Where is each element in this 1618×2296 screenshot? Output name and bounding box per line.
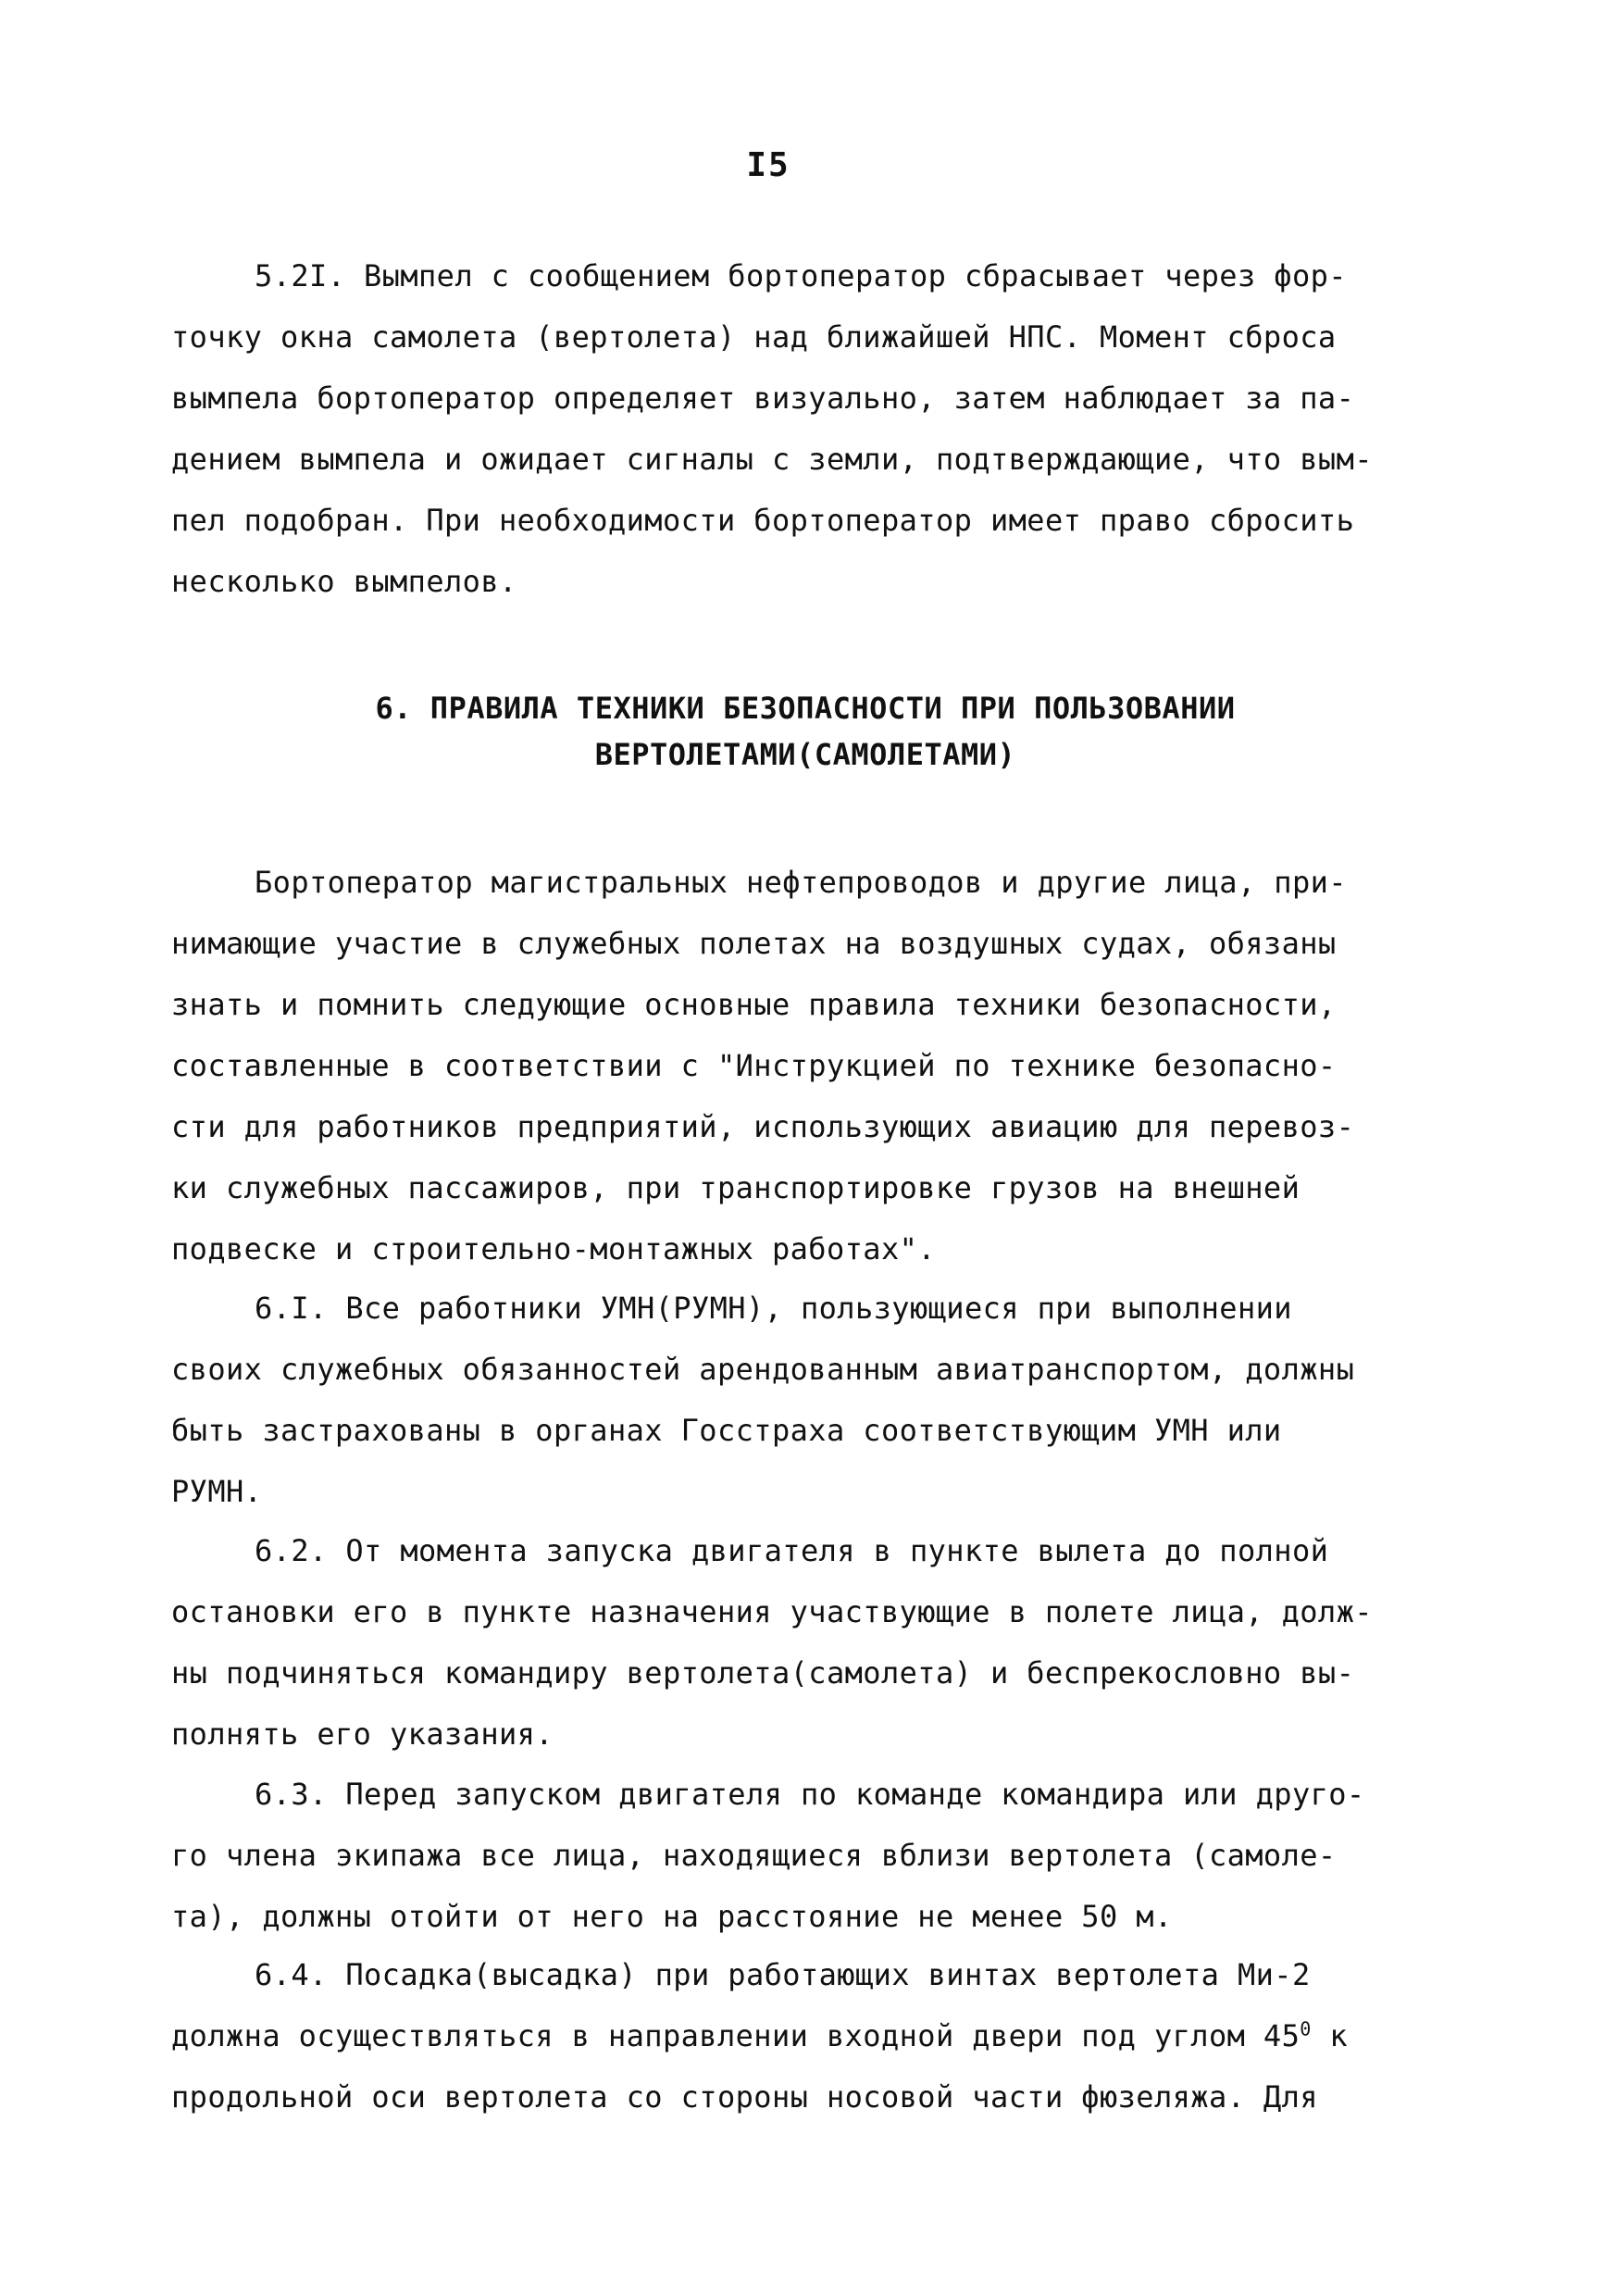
text-line: нимающие участие в служебных полетах на воздушных судах, обязаны [171, 926, 1337, 961]
text-line: продольной оси вертолета со стороны носовой части фюзеляжа. Для [171, 2079, 1318, 2115]
text-line: Бортоператор магистральных нефтепроводов и другие лица, при- [255, 865, 1347, 900]
text-line: точку окна самолета (вертолета) над ближайшей НПС. Момент сброса [171, 319, 1337, 355]
section-heading-line-1: 6. ПРАВИЛА ТЕХНИКИ БЕЗОПАСНОСТИ ПРИ ПОЛЬЗОВАНИИ [375, 691, 1236, 726]
text-line: сти для работников предприятий, использующих авиацию для перевоз- [171, 1109, 1355, 1144]
text-line: РУМН. [171, 1474, 263, 1509]
text-line: ны подчиняться командиру вертолета(самолета) и беспрекословно вы- [171, 1655, 1355, 1691]
text-line: го члена экипажа все лица, находящиеся вблизи вертолета (самоле- [171, 1838, 1337, 1873]
paragraph-6-3 [171, 1764, 1402, 1947]
text-line: та), должны отойти от него на расстояние не менее 50 м. [171, 1899, 1173, 1934]
text-line: остановки его в пункте назначения участвующие в полете лица, долж- [171, 1594, 1373, 1629]
text-line: 6.3. Перед запуском двигателя по команде командира или друго- [255, 1777, 1365, 1812]
text-line: 6.I. Все работники УМН(РУМН), пользующиеся при выполнении [255, 1291, 1292, 1326]
paragraph-6-intro [171, 852, 1402, 1279]
section-heading [167, 685, 1444, 778]
paragraph-5-21 [171, 245, 1402, 612]
paragraph-6-2 [171, 1520, 1402, 1765]
text-line: вымпела бортоператор определяет визуально, затем наблюдает за па- [171, 381, 1355, 416]
text-line: полнять его указания. [171, 1716, 554, 1752]
text-line: ки служебных пассажиров, при транспортировке грузов на внешней [171, 1170, 1301, 1205]
text-fragment: должна осуществляться в направлении входной двери под углом 45 [171, 2018, 1301, 2053]
section-heading-line-2: ВЕРТОЛЕТАМИ(САМОЛЕТАМИ) [594, 737, 1016, 772]
text-line: своих служебных обязанностей арендованным авиатранспортом, должны [171, 1352, 1355, 1387]
text-line: быть застрахованы в органах Госстраха соответствующим УМН или [171, 1413, 1282, 1448]
text-line: дением вымпела и ожидает сигналы с земли, подтверждающие, что вым- [171, 442, 1373, 477]
text-line: несколько вымпелов. [171, 564, 517, 599]
text-line: знать и помнить следующие основные правила техники безопасности, [171, 987, 1337, 1022]
paragraph-6-4 [171, 1944, 1402, 2128]
text-line: пел подобран. При необходимости бортоператор имеет право сбросить [171, 503, 1355, 538]
text-line: составленные в соответствии с "Инструкцией по технике безопасно- [171, 1048, 1337, 1083]
page-number: I5 [746, 146, 790, 184]
text-fragment: к [1311, 2018, 1349, 2053]
text-line: подвеске и строительно-монтажных работах". [171, 1231, 936, 1267]
paragraph-6-1 [171, 1278, 1402, 1522]
degree-superscript: 0 [1300, 2017, 1312, 2040]
text-line: 5.2I. Вымпел с сообщением бортоператор сбрасывает через фор- [255, 258, 1347, 293]
text-line [171, 2005, 1402, 2066]
text-line: 6.2. От момента запуска двигателя в пункте вылета до полной [255, 1533, 1329, 1568]
text-line: 6.4. Посадка(высадка) при работающих винтах вертолета Ми-2 [255, 1957, 1311, 1992]
